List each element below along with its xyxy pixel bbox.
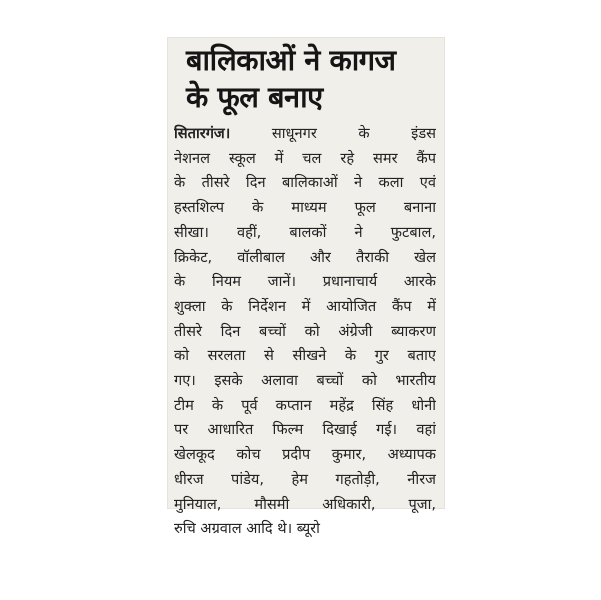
body-line-17: रुचि अग्रवाल आदि थे। ब्यूरो (174, 520, 320, 538)
body-line-16: मुनियाल, मौसमी अधिकारी, पूजा, (174, 495, 436, 513)
body-line-12: टीम के पूर्व कप्तान महेंद्र सिंह धोनी (174, 396, 436, 414)
body-line-1 (174, 122, 436, 147)
body-line-4: हस्तशिल्प के माध्यम फूल बनाना (174, 199, 436, 217)
body-line-9: तीसरे दिन बच्चों को अंग्रेजी ब्याकरण (174, 322, 436, 340)
headline-line-2: के फूल बनाए (186, 80, 323, 114)
body-line-10: को सरलता से सीखने के गुर बताए (174, 347, 436, 365)
body-line-13: पर आधारित फिल्म दिखाई गई। वहां (174, 421, 436, 439)
body-line-1-text: साधूनगर के इंडस (230, 125, 436, 142)
headline-line-1: बालिकाओं ने कागज (186, 43, 396, 77)
headline (186, 42, 436, 116)
body-line-2: नेशनल स्कूल में चल रहे समर कैंप (174, 149, 436, 167)
body-line-14: खेलकूद कोच प्रदीप कुमार, अध्यापक (174, 446, 436, 464)
article-body (174, 122, 436, 542)
body-line-7: के नियम जानें। प्रधानाचार्य आरके (174, 273, 436, 291)
body-line-11: गए। इसके अलावा बच्चों को भारतीय (174, 372, 436, 390)
body-line-15: धीरज पांडेय, हेम गहतोड़ी, नीरज (174, 470, 436, 488)
body-line-3: के तीसरे दिन बालिकाओं ने कला एवं (174, 174, 436, 192)
dateline: सितारगंज। (174, 125, 231, 142)
body-line-5: सीखा। वहीं, बालकों ने फुटबाल, (174, 223, 436, 241)
body-line-6: क्रिकेट, वॉलीबाल और तैराकी खेल (174, 248, 436, 266)
body-line-8: शुक्ला के निर्देशन में आयोजित कैंप में (174, 297, 436, 315)
